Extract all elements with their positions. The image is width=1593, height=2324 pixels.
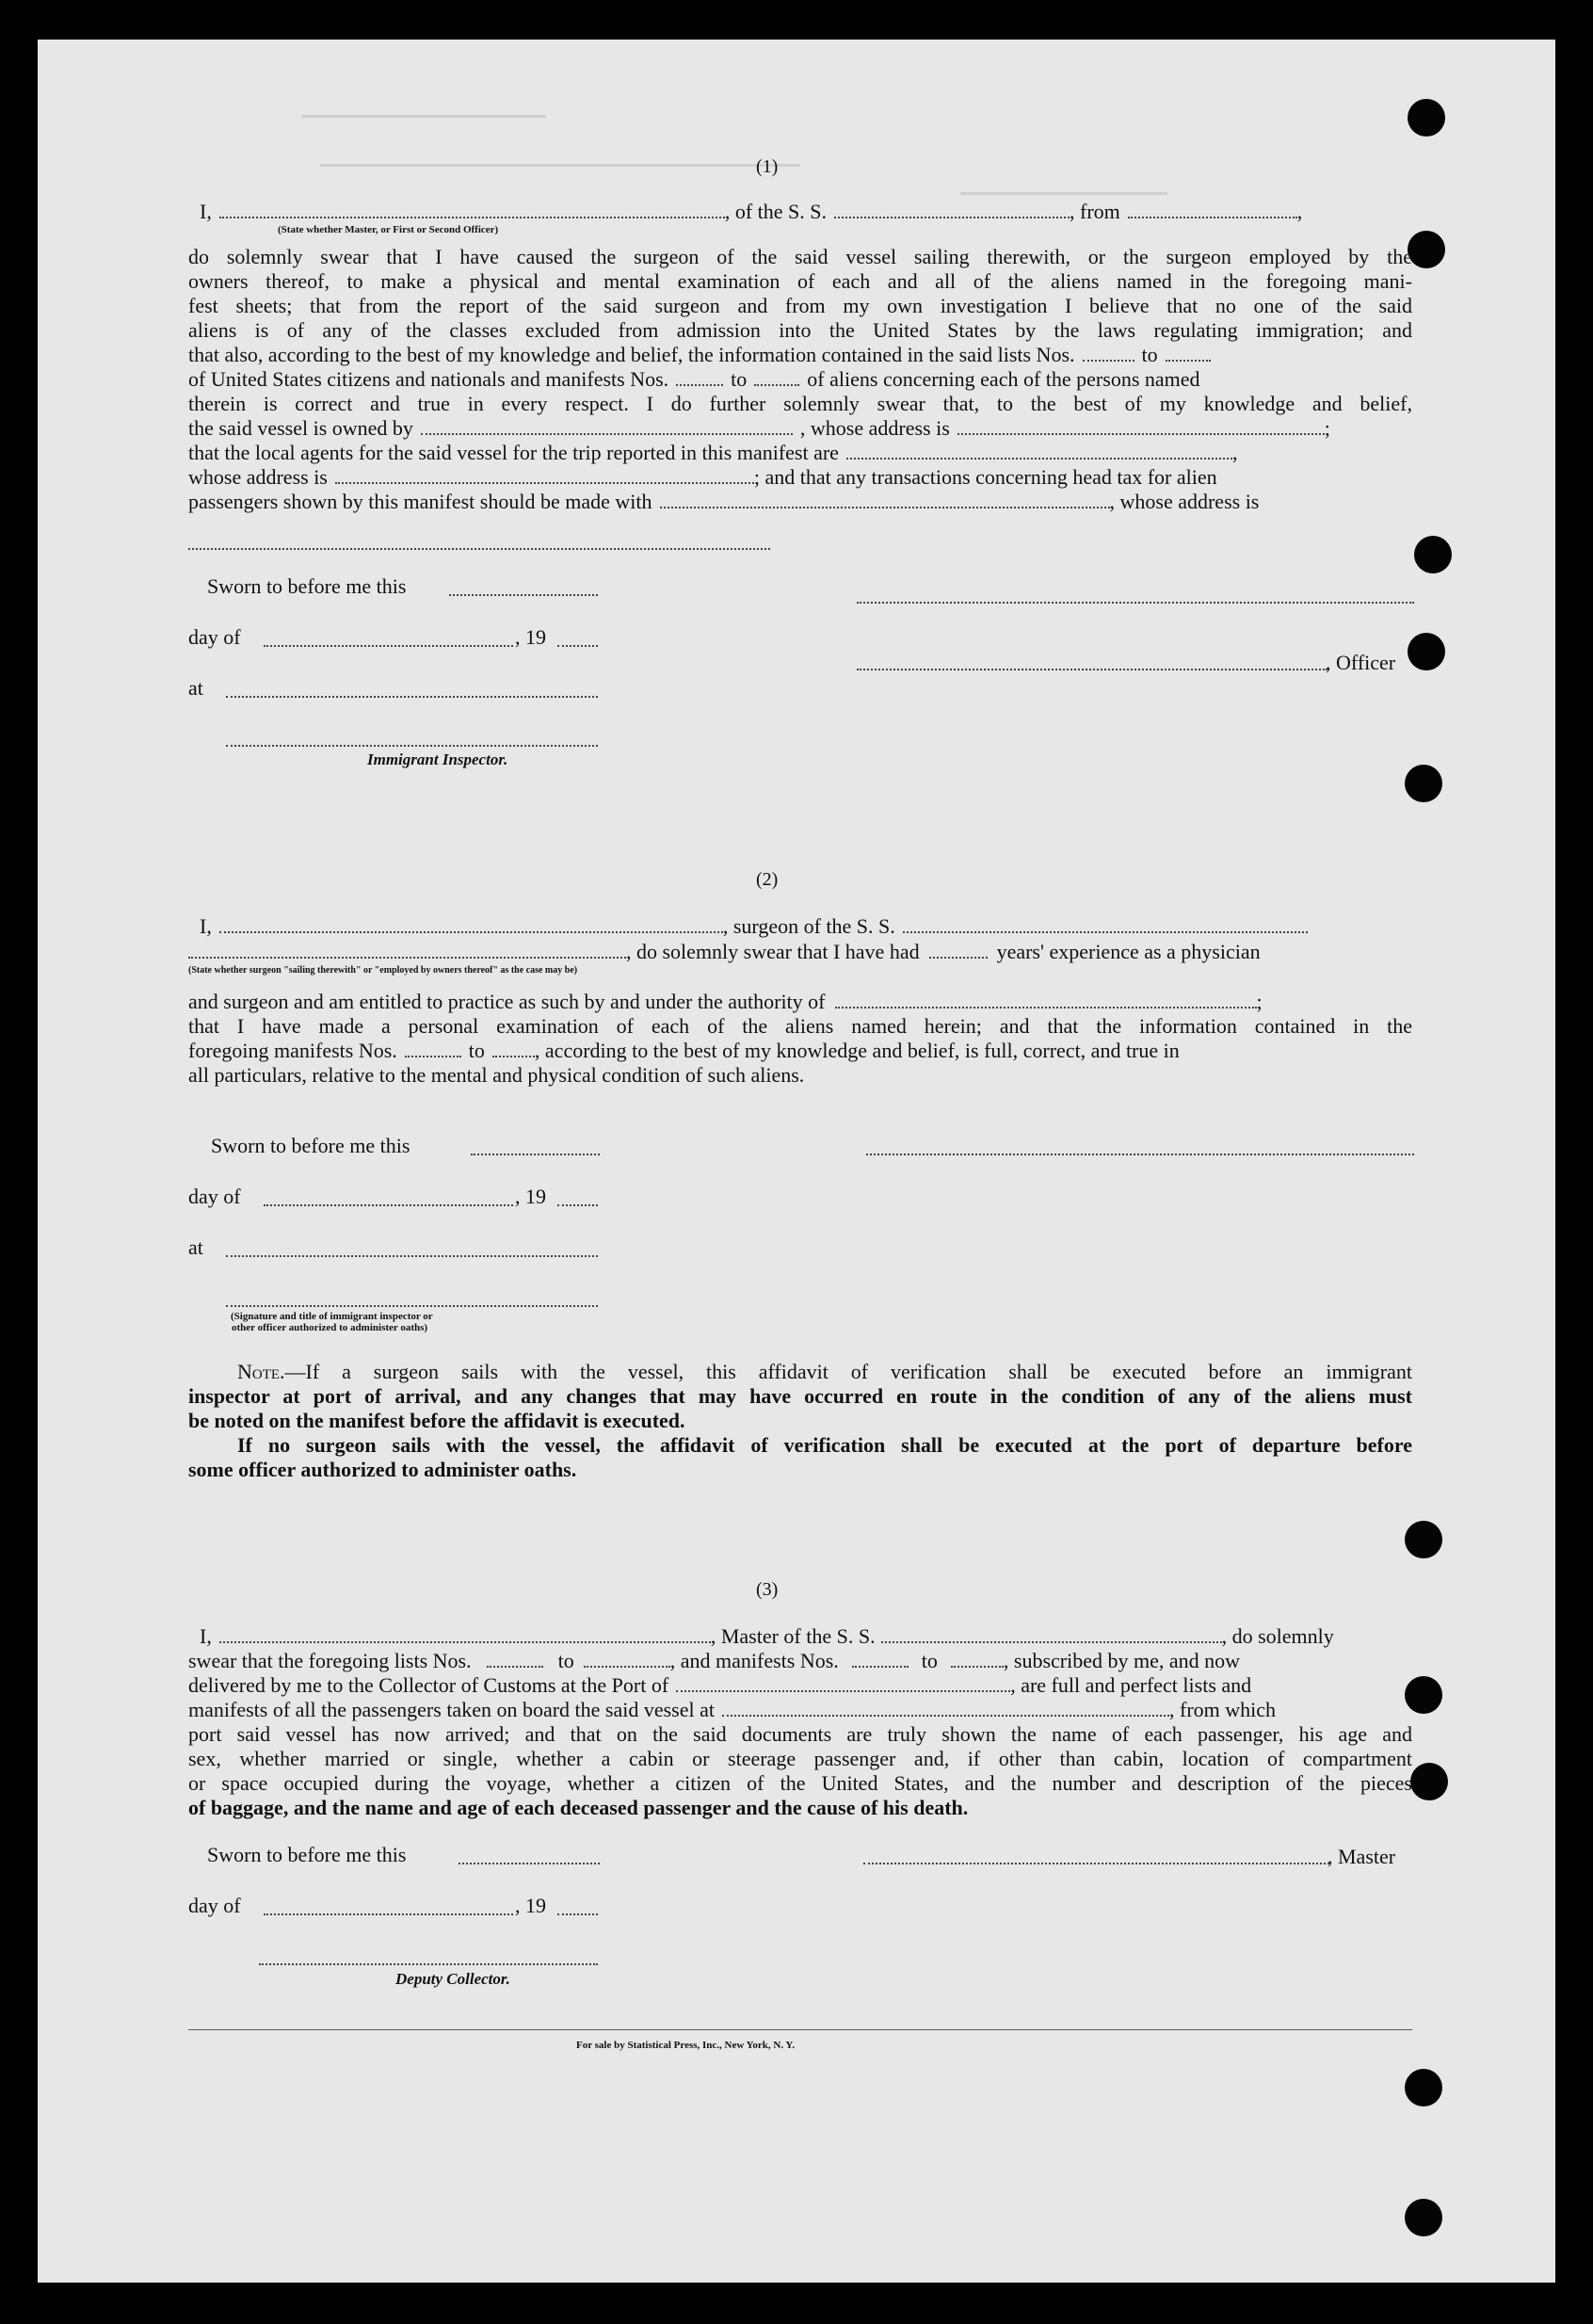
fill-line	[449, 594, 598, 596]
label-i: I,	[200, 200, 212, 223]
note-label: Note.	[237, 1360, 285, 1383]
fill-line	[405, 1042, 461, 1057]
footer-rule	[188, 2029, 1412, 2030]
caption: (State whether surgeon "sailing therewith" or "employed by owners thereof" as the case may be)	[188, 965, 578, 976]
note-line: Note.—If a surgeon sails with the vessel, this affidavit of verification shall be executed before an immigrant	[237, 1360, 1412, 1383]
fill-line	[492, 1042, 535, 1057]
fill-line	[264, 645, 513, 647]
paragraph-line: of baggage, and the name and age of each deceased passenger and the cause of his death.	[188, 1796, 969, 1819]
day-of-label: day of	[188, 625, 241, 649]
year-label: , 19	[515, 625, 546, 649]
fill-line	[660, 493, 1110, 508]
fill-line	[881, 1628, 1222, 1643]
punch-hole	[1414, 536, 1452, 573]
signature-line	[857, 602, 1414, 604]
line-intro: I, , Master of the S. S. , do solemnly	[200, 1624, 1334, 1648]
fill-line	[487, 1653, 543, 1668]
punch-hole	[1408, 633, 1445, 670]
paragraph-line: or space occupied during the voyage, whether a citizen of the United States, and the number and description of the pieces	[188, 1771, 1412, 1795]
punch-hole	[1405, 2199, 1442, 2236]
year-label: , 19	[515, 1185, 546, 1208]
fill-line	[846, 444, 1232, 460]
fill-line	[676, 1677, 1010, 1692]
fill-line	[264, 1204, 513, 1206]
fill-line	[188, 944, 626, 959]
sworn-label: Sworn to before me this	[211, 1134, 410, 1157]
punch-hole	[1405, 765, 1442, 802]
document-page	[38, 40, 1555, 2283]
note-line: some officer authorized to administer oaths.	[188, 1458, 577, 1481]
punch-hole	[1405, 1521, 1442, 1558]
fill-line	[1128, 203, 1297, 218]
paragraph-line: the said vessel is owned by , whose address is ;	[188, 416, 1330, 440]
paragraph-line: that I have made a personal examination of each of the aliens named herein; and that the information contained in the	[188, 1014, 1412, 1038]
paragraph-line: that the local agents for the said vessel for the trip reported in this manifest are ,	[188, 441, 1238, 464]
fill-line	[903, 918, 1308, 933]
punch-hole	[1408, 231, 1445, 268]
fill-line	[1166, 347, 1211, 362]
note-line: inspector at port of arrival, and any changes that may have occurred en route in the condition of any of the aliens must	[188, 1384, 1412, 1408]
fill-line	[557, 1204, 598, 1206]
punch-hole	[1410, 1763, 1448, 1800]
fill-line	[951, 1653, 1004, 1668]
signature-line	[259, 1963, 598, 1965]
fill-line	[584, 1653, 670, 1668]
paragraph-line: fest sheets; that from the report of the said surgeon and from my own investigation I believe that no one of the said	[188, 294, 1412, 317]
paragraph-line: therein is correct and true in every respect. I do further solemnly swear that, to the best of my knowledge and belief,	[188, 392, 1412, 415]
fill-line	[471, 1154, 600, 1155]
fill-line	[754, 371, 799, 386]
fill-line	[226, 696, 598, 698]
signature-caption: (Signature and title of immigrant inspector or	[231, 1311, 433, 1322]
paragraph-line: and surgeon and am entitled to practice as such by and under the authority of ;	[188, 990, 1263, 1013]
fill-line	[557, 1913, 598, 1915]
paragraph-line: port said vessel has now arrived; and that on the said documents are truly shown the name of each passenger, his age and	[188, 1722, 1412, 1746]
section-number: (3)	[756, 1579, 779, 1600]
day-of-label: day of	[188, 1185, 241, 1208]
paragraph-line: sex, whether married or single, whether a cabin or steerage passenger and, if other than cabin, location of compartment	[188, 1747, 1412, 1770]
signature-line	[863, 1863, 1329, 1864]
punch-hole	[1408, 99, 1445, 137]
punch-hole	[1405, 2069, 1442, 2106]
paragraph-line: that also, according to the best of my knowledge and belief, the information contained in the said lists Nos. to	[188, 343, 1211, 368]
paragraph-line: , do solemnly swear that I have had years' experience as a physician	[188, 940, 1261, 965]
punch-hole	[1405, 1676, 1442, 1714]
paragraph-line: swear that the foregoing lists Nos. to , and manifests Nos. to , subscribed by me, and now	[188, 1649, 1241, 1672]
fill-line	[226, 1255, 598, 1257]
fill-line	[852, 1653, 909, 1668]
fill-line	[722, 1702, 1169, 1717]
paragraph-line: owners thereof, to make a physical and mental examination of each and all of the aliens named in the foregoing mani-	[188, 269, 1412, 293]
paragraph-line: passengers shown by this manifest should be made with , whose address is	[188, 490, 1260, 513]
line-intro: I, , surgeon of the S. S.	[200, 914, 1308, 940]
sworn-label: Sworn to before me this	[207, 574, 407, 598]
footer-text: For sale by Statistical Press, Inc., New York, N. Y.	[576, 2040, 796, 2051]
signature-line	[857, 669, 1328, 670]
caption: (State whether Master, or First or Second Officer)	[278, 224, 499, 235]
fill-line	[459, 1863, 600, 1864]
fill-line	[335, 469, 754, 484]
section-number: (1)	[756, 156, 779, 177]
note-line: If no surgeon sails with the vessel, the affidavit of verification shall be executed at the port of departure before	[237, 1433, 1412, 1457]
year-label: , 19	[515, 1894, 546, 1917]
signature-line	[226, 1305, 598, 1307]
fill-line	[957, 420, 1325, 435]
fill-line	[264, 1913, 513, 1915]
inspector-label: Immigrant Inspector.	[367, 750, 508, 768]
fill-line	[219, 918, 723, 933]
fill-line	[219, 1628, 711, 1643]
day-of-label: day of	[188, 1894, 241, 1917]
fill-line	[834, 203, 1070, 218]
paragraph-line: delivered by me to the Collector of Customs at the Port of , are full and perfect lists and	[188, 1673, 1252, 1697]
paragraph-line: manifests of all the passengers taken on board the said vessel at , from which	[188, 1698, 1277, 1721]
paragraph-line: of United States citizens and nationals and manifests Nos. to of aliens concerning each of the persons named	[188, 367, 1200, 391]
signature-line	[226, 745, 598, 747]
fill-line	[421, 420, 793, 435]
fill-line	[219, 203, 725, 218]
bleed-through	[320, 164, 603, 184]
master-label: , Master	[1328, 1845, 1396, 1868]
collector-label: Deputy Collector.	[395, 1970, 510, 1988]
fill-line	[835, 993, 1257, 1009]
paragraph-line: do solemnly swear that I have caused the surgeon of the said vessel sailing therewith, or the surgeon employed by the	[188, 245, 1412, 268]
section-number: (2)	[756, 869, 779, 890]
signature-line	[866, 1154, 1414, 1155]
label-from: , from	[1070, 200, 1120, 223]
at-label: at	[188, 1235, 203, 1259]
officer-label: , Officer	[1326, 651, 1396, 674]
paragraph-line: whose address is ; and that any transactions concerning head tax for alien	[188, 465, 1217, 489]
sworn-label: Sworn to before me this	[207, 1843, 407, 1866]
bleed-through	[301, 115, 546, 135]
paragraph-line: foregoing manifests Nos. to , according to the best of my knowledge and belief, is full, correct, and true in	[188, 1039, 1180, 1062]
note-line: be noted on the manifest before the affidavit is executed.	[188, 1409, 685, 1432]
fill-line	[188, 548, 770, 550]
at-label: at	[188, 676, 203, 700]
line-intro: I, , of the S. S. , from ,	[200, 200, 1303, 223]
label-of-ss: , of the S. S.	[724, 200, 828, 223]
fill-line	[676, 371, 723, 386]
paragraph-line: aliens is of any of the classes excluded from admission into the United States by the laws regulating immigration; and	[188, 318, 1412, 342]
fill-line	[557, 645, 598, 647]
fill-line	[1083, 347, 1134, 362]
paragraph-line: all particulars, relative to the mental and physical condition of such aliens.	[188, 1063, 805, 1087]
fill-line	[929, 944, 988, 959]
signature-caption: other officer authorized to administer oaths)	[232, 1322, 428, 1333]
